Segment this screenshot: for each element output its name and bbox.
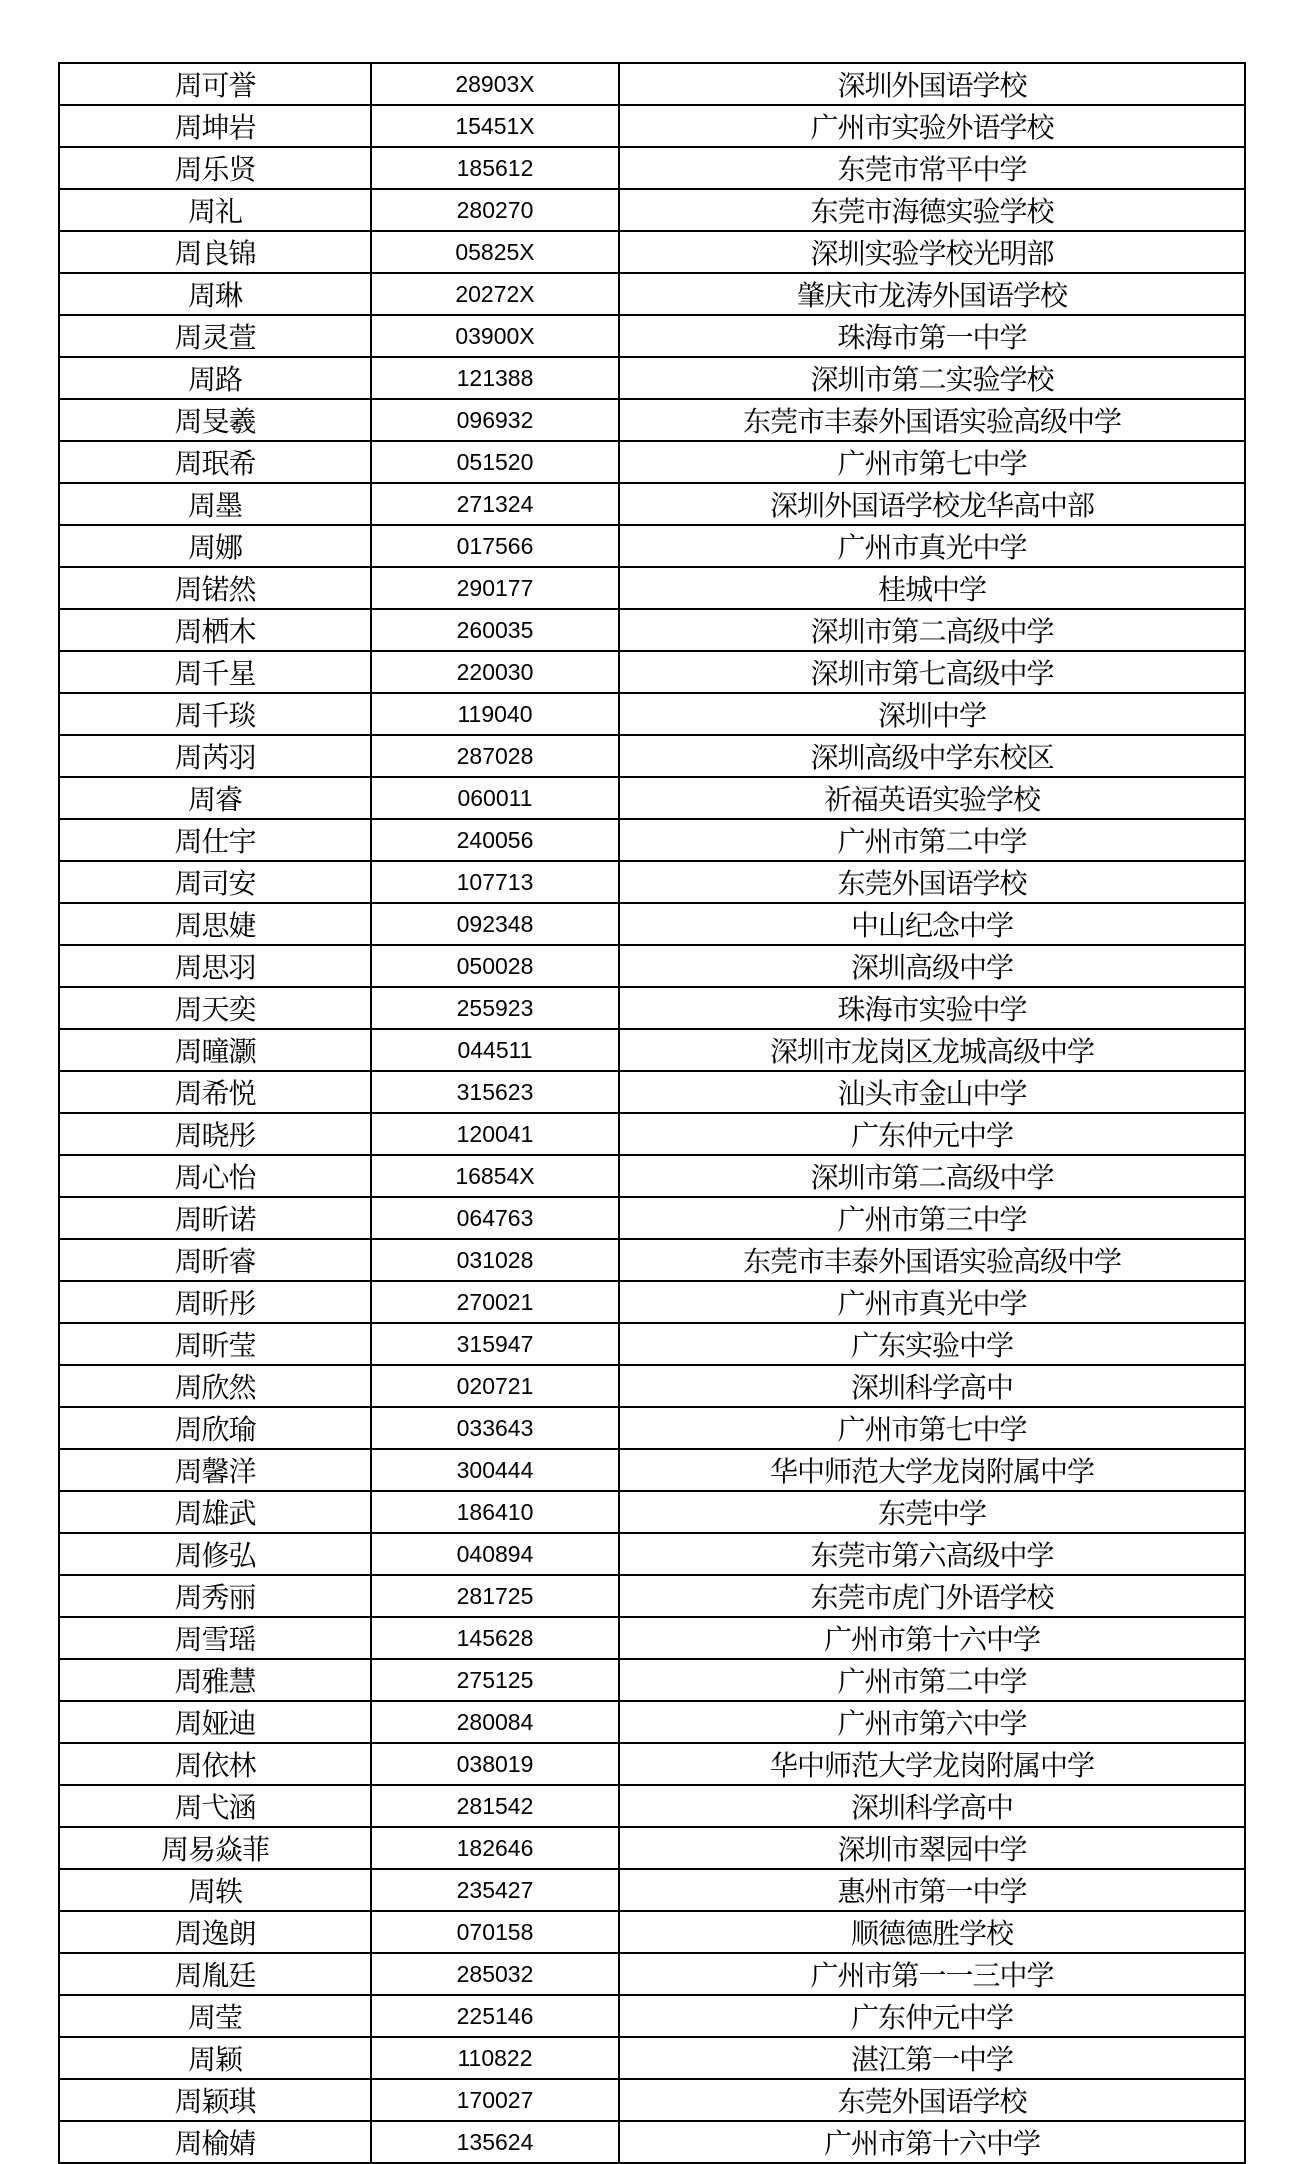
student-name-cell: 周栖木 (59, 609, 371, 651)
table-row (59, 1323, 1245, 1365)
school-name-cell: 华中师范大学龙岗附属中学 (619, 1743, 1245, 1785)
school-name-cell: 广州市第七中学 (619, 441, 1245, 483)
table-row (59, 1953, 1245, 1995)
table-row (59, 609, 1245, 651)
table-row (59, 1911, 1245, 1953)
school-name-cell: 汕头市金山中学 (619, 1071, 1245, 1113)
student-name-cell: 周欣瑜 (59, 1407, 371, 1449)
student-name-cell: 周心怡 (59, 1155, 371, 1197)
table-row (59, 861, 1245, 903)
table-row (59, 1197, 1245, 1239)
table-row (59, 63, 1245, 105)
table-row (59, 1617, 1245, 1659)
student-id-cell: 064763 (371, 1197, 619, 1239)
school-name-cell: 广州市第十六中学 (619, 1617, 1245, 1659)
student-id-cell: 070158 (371, 1911, 619, 1953)
student-id-cell: 28903X (371, 63, 619, 105)
student-id-cell: 281542 (371, 1785, 619, 1827)
school-name-cell: 珠海市实验中学 (619, 987, 1245, 1029)
school-name-cell: 深圳中学 (619, 693, 1245, 735)
school-name-cell: 湛江第一中学 (619, 2037, 1245, 2079)
school-name-cell: 顺德德胜学校 (619, 1911, 1245, 1953)
student-name-cell: 周雪瑶 (59, 1617, 371, 1659)
table-row (59, 441, 1245, 483)
student-name-cell: 周仕宇 (59, 819, 371, 861)
student-name-cell: 周逸朗 (59, 1911, 371, 1953)
student-name-cell: 周坤岩 (59, 105, 371, 147)
student-name-cell: 周锘然 (59, 567, 371, 609)
student-id-cell: 170027 (371, 2079, 619, 2121)
student-name-cell: 周千星 (59, 651, 371, 693)
school-name-cell: 深圳市龙岗区龙城高级中学 (619, 1029, 1245, 1071)
school-name-cell: 深圳市翠园中学 (619, 1827, 1245, 1869)
student-id-cell: 225146 (371, 1995, 619, 2037)
student-id-cell: 300444 (371, 1449, 619, 1491)
table-row (59, 1533, 1245, 1575)
student-name-cell: 周旻羲 (59, 399, 371, 441)
student-name-cell: 周乐贤 (59, 147, 371, 189)
student-id-cell: 060011 (371, 777, 619, 819)
school-name-cell: 广州市第十六中学 (619, 2121, 1245, 2163)
student-id-cell: 287028 (371, 735, 619, 777)
school-name-cell: 广州市真光中学 (619, 1281, 1245, 1323)
student-id-cell: 15451X (371, 105, 619, 147)
student-name-cell: 周千琰 (59, 693, 371, 735)
school-name-cell: 深圳市第二高级中学 (619, 1155, 1245, 1197)
table-row (59, 231, 1245, 273)
student-id-cell: 255923 (371, 987, 619, 1029)
table-row (59, 2121, 1245, 2163)
student-name-cell: 周芮羽 (59, 735, 371, 777)
student-id-cell: 275125 (371, 1659, 619, 1701)
table-row (59, 567, 1245, 609)
table-row (59, 189, 1245, 231)
school-name-cell: 深圳科学高中 (619, 1785, 1245, 1827)
school-name-cell: 广州市第三中学 (619, 1197, 1245, 1239)
student-name-cell: 周昕莹 (59, 1323, 371, 1365)
student-id-cell: 107713 (371, 861, 619, 903)
table-row (59, 105, 1245, 147)
table-row (59, 1869, 1245, 1911)
student-name-cell: 周榆婧 (59, 2121, 371, 2163)
student-id-cell: 110822 (371, 2037, 619, 2079)
school-name-cell: 珠海市第一中学 (619, 315, 1245, 357)
student-id-cell: 120041 (371, 1113, 619, 1155)
school-name-cell: 深圳高级中学东校区 (619, 735, 1245, 777)
student-id-cell: 185612 (371, 147, 619, 189)
student-name-cell: 周欣然 (59, 1365, 371, 1407)
student-name-cell: 周曈灏 (59, 1029, 371, 1071)
student-name-cell: 周馨洋 (59, 1449, 371, 1491)
student-id-cell: 182646 (371, 1827, 619, 1869)
table-row (59, 945, 1245, 987)
student-id-cell: 281725 (371, 1575, 619, 1617)
school-name-cell: 东莞市第六高级中学 (619, 1533, 1245, 1575)
school-name-cell: 惠州市第一中学 (619, 1869, 1245, 1911)
school-name-cell: 华中师范大学龙岗附属中学 (619, 1449, 1245, 1491)
school-name-cell: 广州市实验外语学校 (619, 105, 1245, 147)
school-name-cell: 东莞市虎门外语学校 (619, 1575, 1245, 1617)
student-name-cell: 周琳 (59, 273, 371, 315)
student-name-cell: 周娜 (59, 525, 371, 567)
roster-body (59, 63, 1245, 2163)
school-name-cell: 深圳外国语学校 (619, 63, 1245, 105)
table-row (59, 1029, 1245, 1071)
student-id-cell: 235427 (371, 1869, 619, 1911)
school-name-cell: 广州市第二中学 (619, 819, 1245, 861)
table-row (59, 1827, 1245, 1869)
table-row (59, 1281, 1245, 1323)
table-row (59, 1491, 1245, 1533)
student-id-cell: 033643 (371, 1407, 619, 1449)
school-name-cell: 广东实验中学 (619, 1323, 1245, 1365)
student-id-cell: 285032 (371, 1953, 619, 1995)
table-row (59, 2037, 1245, 2079)
student-name-cell: 周易焱菲 (59, 1827, 371, 1869)
table-row (59, 1071, 1245, 1113)
student-id-cell: 220030 (371, 651, 619, 693)
student-name-cell: 周希悦 (59, 1071, 371, 1113)
table-row (59, 483, 1245, 525)
student-id-cell: 280270 (371, 189, 619, 231)
student-name-cell: 周思婕 (59, 903, 371, 945)
table-row (59, 693, 1245, 735)
student-id-cell: 16854X (371, 1155, 619, 1197)
table-row (59, 273, 1245, 315)
table-row (59, 987, 1245, 1029)
table-row (59, 1449, 1245, 1491)
table-row (59, 735, 1245, 777)
school-name-cell: 广州市真光中学 (619, 525, 1245, 567)
student-id-cell: 290177 (371, 567, 619, 609)
school-name-cell: 深圳市第二高级中学 (619, 609, 1245, 651)
school-name-cell: 深圳实验学校光明部 (619, 231, 1245, 273)
student-id-cell: 096932 (371, 399, 619, 441)
student-name-cell: 周莹 (59, 1995, 371, 2037)
student-name-cell: 周天奕 (59, 987, 371, 1029)
student-id-cell: 044511 (371, 1029, 619, 1071)
table-row (59, 1113, 1245, 1155)
school-name-cell: 东莞外国语学校 (619, 861, 1245, 903)
student-id-cell: 020721 (371, 1365, 619, 1407)
table-row (59, 1785, 1245, 1827)
table-row (59, 1743, 1245, 1785)
school-name-cell: 广州市第六中学 (619, 1701, 1245, 1743)
student-name-cell: 周昕睿 (59, 1239, 371, 1281)
school-name-cell: 深圳科学高中 (619, 1365, 1245, 1407)
student-id-cell: 031028 (371, 1239, 619, 1281)
table-row (59, 1575, 1245, 1617)
student-name-cell: 周睿 (59, 777, 371, 819)
school-name-cell: 东莞市丰泰外国语实验高级中学 (619, 1239, 1245, 1281)
student-id-cell: 260035 (371, 609, 619, 651)
student-name-cell: 周昕诺 (59, 1197, 371, 1239)
table-row (59, 903, 1245, 945)
table-row (59, 315, 1245, 357)
table-row (59, 819, 1245, 861)
school-name-cell: 桂城中学 (619, 567, 1245, 609)
table-row (59, 2079, 1245, 2121)
school-name-cell: 广东仲元中学 (619, 1995, 1245, 2037)
table-row (59, 1407, 1245, 1449)
table-row (59, 1995, 1245, 2037)
student-name-cell: 周晓彤 (59, 1113, 371, 1155)
table-row (59, 1659, 1245, 1701)
table-row (59, 525, 1245, 567)
student-name-cell: 周颖 (59, 2037, 371, 2079)
student-name-cell: 周昕彤 (59, 1281, 371, 1323)
student-name-cell: 周灵萱 (59, 315, 371, 357)
school-name-cell: 广州市第七中学 (619, 1407, 1245, 1449)
student-name-cell: 周路 (59, 357, 371, 399)
student-name-cell: 周修弘 (59, 1533, 371, 1575)
school-name-cell: 东莞外国语学校 (619, 2079, 1245, 2121)
school-name-cell: 广州市第二中学 (619, 1659, 1245, 1701)
student-name-cell: 周可誉 (59, 63, 371, 105)
table-row (59, 1701, 1245, 1743)
student-id-cell: 315947 (371, 1323, 619, 1365)
student-id-cell: 040894 (371, 1533, 619, 1575)
student-id-cell: 240056 (371, 819, 619, 861)
table-row (59, 1365, 1245, 1407)
student-name-cell: 周雄武 (59, 1491, 371, 1533)
school-name-cell: 东莞中学 (619, 1491, 1245, 1533)
school-name-cell: 东莞市丰泰外国语实验高级中学 (619, 399, 1245, 441)
school-name-cell: 深圳市第二实验学校 (619, 357, 1245, 399)
student-id-cell: 05825X (371, 231, 619, 273)
student-id-cell: 135624 (371, 2121, 619, 2163)
school-name-cell: 祈福英语实验学校 (619, 777, 1245, 819)
student-id-cell: 017566 (371, 525, 619, 567)
student-id-cell: 03900X (371, 315, 619, 357)
table-row (59, 399, 1245, 441)
student-name-cell: 周胤廷 (59, 1953, 371, 1995)
table-row (59, 357, 1245, 399)
school-name-cell: 中山纪念中学 (619, 903, 1245, 945)
school-name-cell: 东莞市海德实验学校 (619, 189, 1245, 231)
table-row (59, 147, 1245, 189)
student-name-cell: 周娅迪 (59, 1701, 371, 1743)
school-name-cell: 深圳市第七高级中学 (619, 651, 1245, 693)
school-name-cell: 广东仲元中学 (619, 1113, 1245, 1155)
student-name-cell: 周轶 (59, 1869, 371, 1911)
student-name-cell: 周依林 (59, 1743, 371, 1785)
student-id-cell: 050028 (371, 945, 619, 987)
student-name-cell: 周秀丽 (59, 1575, 371, 1617)
school-name-cell: 深圳高级中学 (619, 945, 1245, 987)
table-row (59, 777, 1245, 819)
student-name-cell: 周礼 (59, 189, 371, 231)
student-id-cell: 038019 (371, 1743, 619, 1785)
school-name-cell: 肇庆市龙涛外国语学校 (619, 273, 1245, 315)
student-id-cell: 271324 (371, 483, 619, 525)
table-row (59, 651, 1245, 693)
school-name-cell: 广州市第一一三中学 (619, 1953, 1245, 1995)
student-name-cell: 周颖琪 (59, 2079, 371, 2121)
table-row (59, 1155, 1245, 1197)
student-id-cell: 20272X (371, 273, 619, 315)
table-row (59, 1239, 1245, 1281)
roster-table (58, 62, 1246, 2164)
student-name-cell: 周司安 (59, 861, 371, 903)
student-id-cell: 270021 (371, 1281, 619, 1323)
student-id-cell: 092348 (371, 903, 619, 945)
student-name-cell: 周珉希 (59, 441, 371, 483)
student-name-cell: 周良锦 (59, 231, 371, 273)
student-name-cell: 周弋涵 (59, 1785, 371, 1827)
student-id-cell: 315623 (371, 1071, 619, 1113)
student-name-cell: 周墨 (59, 483, 371, 525)
student-id-cell: 186410 (371, 1491, 619, 1533)
student-name-cell: 周思羽 (59, 945, 371, 987)
school-name-cell: 深圳外国语学校龙华高中部 (619, 483, 1245, 525)
student-id-cell: 145628 (371, 1617, 619, 1659)
student-id-cell: 121388 (371, 357, 619, 399)
school-name-cell: 东莞市常平中学 (619, 147, 1245, 189)
student-id-cell: 051520 (371, 441, 619, 483)
student-id-cell: 280084 (371, 1701, 619, 1743)
student-id-cell: 119040 (371, 693, 619, 735)
student-name-cell: 周雅慧 (59, 1659, 371, 1701)
